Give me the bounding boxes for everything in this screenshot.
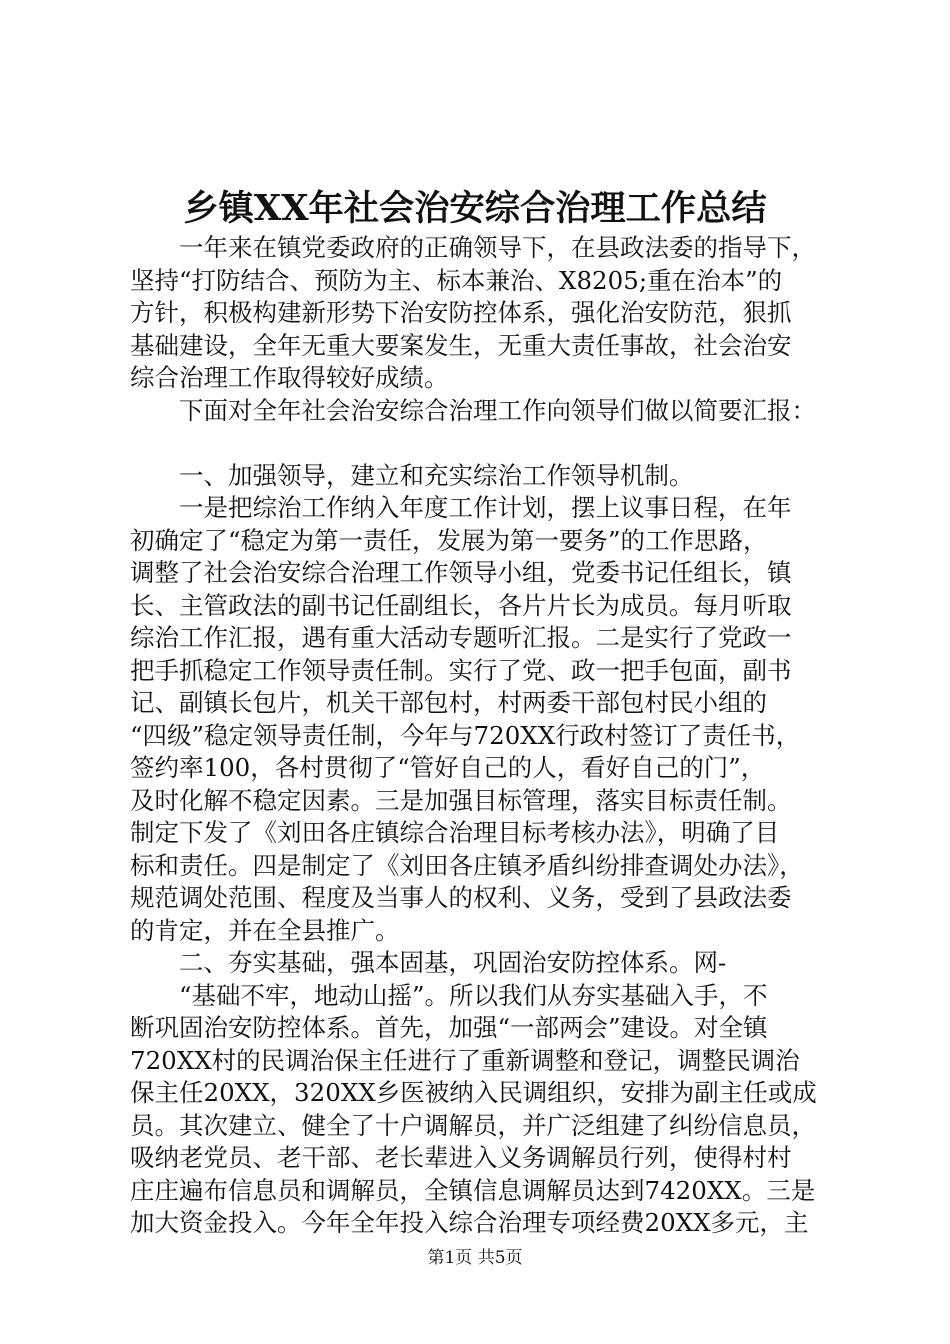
paragraph-line: 记、副镇长包片，机关干部包村，村两委干部包村民小组的 <box>130 688 767 717</box>
paragraph-line: 庄庄遍布信息员和调解员，全镇信息调解员达到7420XX。三是 <box>130 1175 816 1205</box>
paragraph-line: 加大资金投入。今年全年投入综合治理专项经费20XX多元，主 <box>130 1208 809 1237</box>
paragraph-line: 制定下发了《刘田各庄镇综合治理目标考核办法》，明确了目 <box>130 818 780 847</box>
paragraph-line: 把手抓稳定工作领导责任制。实行了党、政一把手包面，副书 <box>130 655 792 685</box>
document-title: 乡镇XX年社会治安综合治理工作总结 <box>183 188 767 229</box>
paragraph-line: 方针，积极构建新形势下治安防控体系，强化治安防范，狠抓 <box>130 298 792 327</box>
page-number: 第1页 共5页 <box>427 1248 523 1268</box>
section-heading: 二、夯实基础，强本固基，巩固治安防控体系。网- <box>179 948 727 977</box>
paragraph-line: 综治工作汇报，遇有重大活动专题听汇报。二是实行了党政一 <box>130 623 792 652</box>
paragraph-line: 下面对全年社会治安综合治理工作向领导们做以简要汇报： <box>179 395 816 425</box>
paragraph-line: 签约率100，各村贯彻了“管好自己的人，看好自己的门”， <box>130 753 766 782</box>
paragraph-line: “基础不牢，地动山摇”。所以我们从夯实基础入手，不 <box>179 980 768 1010</box>
paragraph-line: 吸纳老党员、老干部、老长辈进入义务调解员行列，使得村村 <box>130 1143 792 1172</box>
paragraph-line: 及时化解不稳定因素。三是加强目标管理，落实目标责任制。 <box>130 785 792 815</box>
paragraph-line: 综合治理工作取得较好成绩。 <box>130 363 449 392</box>
paragraph-line: 坚持“打防结合、预防为主、标本兼治、X8205;重在治本”的 <box>130 265 783 295</box>
section-heading: 一、加强领导，建立和充实综治工作领导机制。 <box>179 460 694 490</box>
paragraph-line: 断巩固治安防控体系。首先，加强“一部两会”建设。对全镇 <box>130 1013 768 1042</box>
paragraph-line: 长、主管政法的副书记任副组长，各片片长为成员。每月听取 <box>130 590 792 620</box>
paragraph-line: 初确定了“稳定为第一责任，发展为第一要务”的工作思路， <box>130 525 768 555</box>
paragraph-line: 保主任20XX，320XX乡医被纳入民调组织，安排为副主任或成 <box>130 1078 817 1107</box>
paragraph-line: “四级”稳定领导责任制，今年与720XX行政村签订了责任书， <box>130 720 801 750</box>
blank-line <box>130 427 845 460</box>
paragraph-line: 员。其次建立、健全了十户调解员，并广泛组建了纠纷信息员， <box>130 1110 816 1140</box>
paragraph-line: 720XX村的民调治保主任进行了重新调整和登记，调整民调治 <box>130 1045 800 1075</box>
document-body <box>130 232 845 1240</box>
paragraph-line: 一年来在镇党委政府的正确领导下，在县政法委的指导下， <box>179 233 816 262</box>
paragraph-line: 调整了社会治安综合治理工作领导小组，党委书记任组长，镇 <box>130 558 792 587</box>
paragraph-line: 标和责任。四是制定了《刘田各庄镇矛盾纠纷排查调处办法》， <box>130 850 804 880</box>
paragraph-line: 一是把综治工作纳入年度工作计划，摆上议事日程，在年 <box>179 493 792 522</box>
paragraph-line: 的肯定，并在全县推广。 <box>130 915 400 945</box>
paragraph-line: 规范调处范围、程度及当事人的权利、义务，受到了县政法委 <box>130 883 792 912</box>
paragraph-line: 基础建设，全年无重大要案发生，无重大责任事故，社会治安 <box>130 330 792 360</box>
